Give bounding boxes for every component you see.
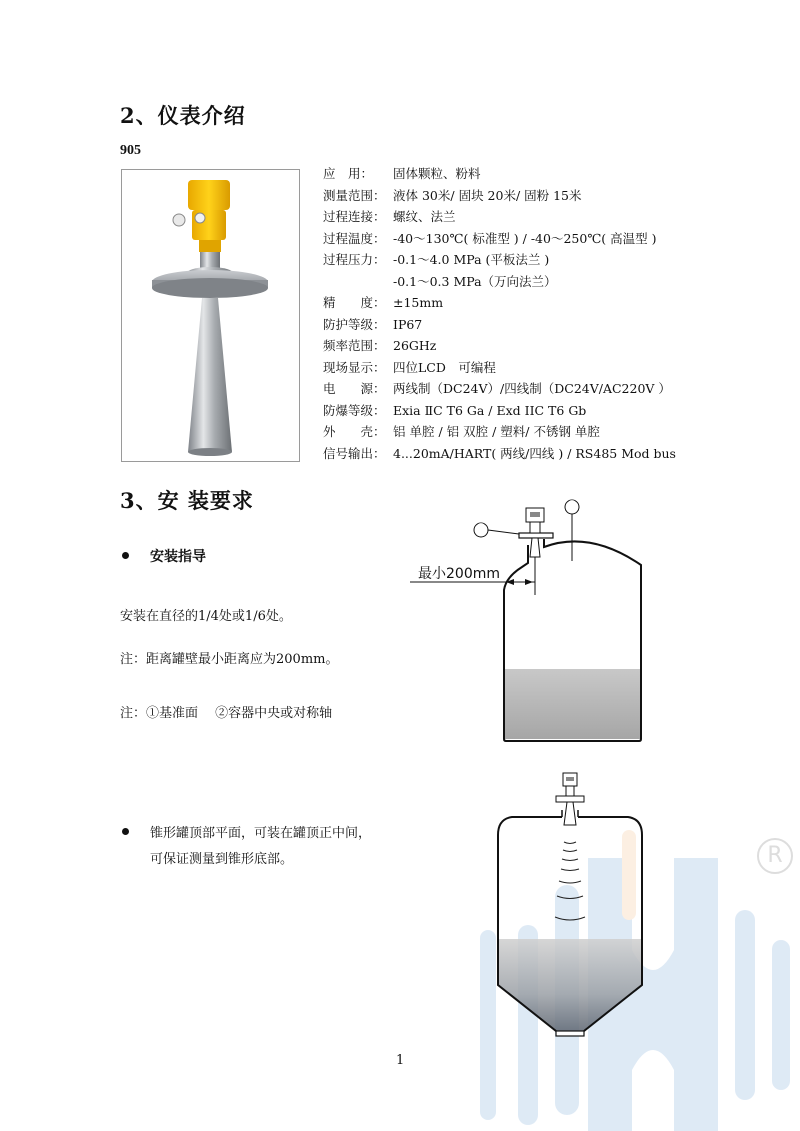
radar-level-meter-icon: [122, 170, 299, 461]
spec-row-power-supply: 电 源： 两线制（DC24V）/四线制（DC24V/AC220V ）: [323, 381, 671, 396]
spec-row-display: 现场显示： 四位LCD 可编程: [323, 359, 496, 375]
section-heading-instrument-intro: 2、仪表介绍: [120, 103, 246, 128]
marker-1-label: ①: [475, 521, 487, 535]
section-heading-installation-requirements: 3、安 装要求: [120, 488, 254, 513]
min-distance-dimension-label: 最小200mm: [418, 566, 500, 582]
product-image: [121, 169, 300, 462]
spec-row-housing: 外 壳： 铝 单腔 / 铝 双腔 / 塑料/ 不锈钢 单腔: [323, 424, 600, 439]
spec-row-accuracy: 精 度： ±15mm: [323, 295, 444, 310]
spec-row-protection-class: 防护等级： IP67: [323, 316, 423, 332]
marker-2-label: ②: [566, 498, 578, 512]
bullet-icon: [122, 828, 129, 835]
spec-row-explosion-proof: 防爆等级：Exia ⅡC T6 Ga / Exd IIC T6 Gb: [323, 402, 587, 418]
cone-tank-note-line2: 可保证测量到锥形底部。: [150, 852, 294, 867]
spec-row-measuring-range: 测量范围： 液体 30米/ 固块 20米/ 固粉 15米: [323, 187, 582, 203]
installation-guide-title: 安装指导: [150, 549, 206, 565]
spec-row-process-pressure: 过程压力：-0.1～4.0 MPa (平板法兰 ): [323, 252, 550, 267]
model-number: 905: [120, 143, 141, 158]
spec-row-process-pressure-2: -0.1～0.3 MPa（万向法兰）: [393, 273, 557, 289]
conical-tank-diagram: [490, 765, 650, 1045]
bullet-icon: [122, 552, 129, 559]
spec-row-process-connection: 过程连接： 螺纹、法兰: [323, 209, 456, 224]
install-position-text: 安装在直径的1/4处或1/6处。: [120, 609, 292, 624]
page-number: 1: [396, 1053, 405, 1068]
spec-row-frequency: 频率范围： 26GHz: [323, 338, 437, 353]
cone-tank-note-line1: 锥形罐顶部平面，可装在罐顶正中间，: [150, 826, 372, 841]
spec-row-process-temperature: 过程温度： -40～130℃( 标准型 ) / -40～250℃( 高温型 ): [323, 230, 657, 246]
legend-note: 注：①基准面 ②容器中央或对称轴: [120, 706, 333, 721]
spec-row-application: 应 用： 固体颗粒、粉料: [323, 166, 481, 181]
spec-row-signal-output: 信号输出： 4...20mA/HART( 两线/四线 ) / RS485 Mod bus: [323, 445, 676, 461]
min-distance-note: 注：距离罐壁最小距离应为200mm。: [120, 652, 339, 667]
tank-installation-diagram: [410, 495, 660, 745]
registered-trademark-icon: R: [757, 838, 793, 874]
